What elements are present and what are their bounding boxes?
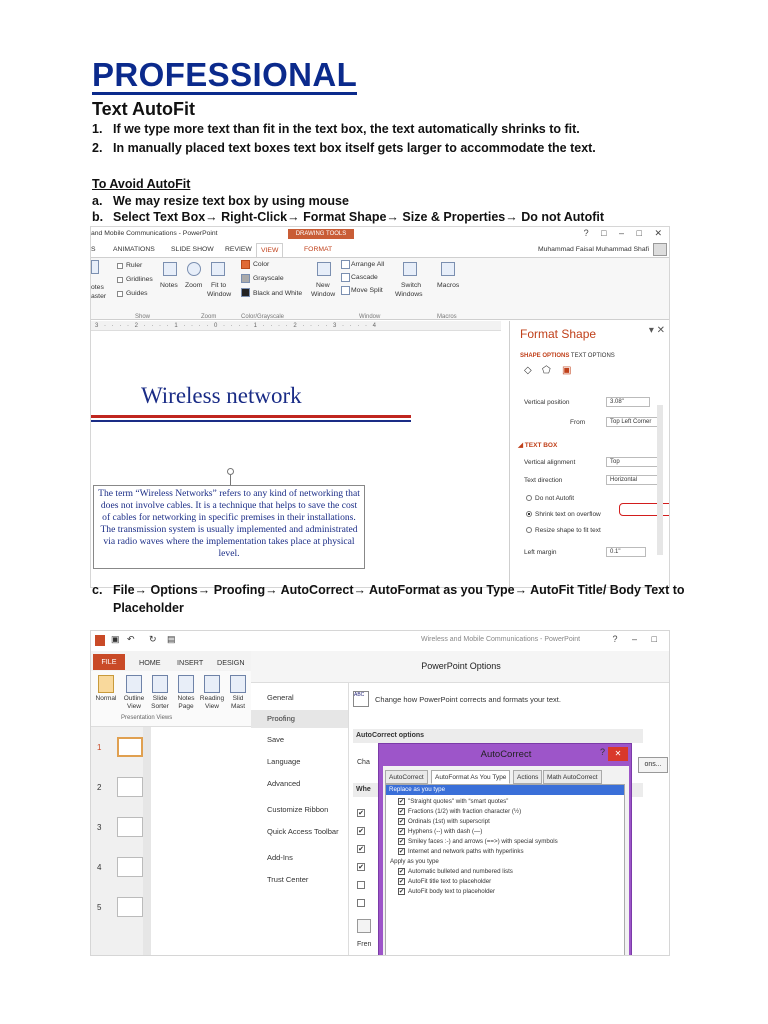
undo-icon[interactable]: ↶ <box>127 634 135 644</box>
resize-radio[interactable] <box>526 527 532 533</box>
pane-scrollbar[interactable] <box>657 405 663 555</box>
home-tab[interactable]: HOME <box>139 658 161 667</box>
avoid-a-text: We may resize text box by using mouse <box>113 194 349 208</box>
gridlines-checkbox[interactable] <box>117 277 123 283</box>
apply-option[interactable] <box>398 867 513 876</box>
autocorrect-options-section: AutoCorrect options <box>353 729 643 743</box>
reading-view-button[interactable] <box>199 675 225 711</box>
slide-thumb[interactable] <box>117 857 143 877</box>
window-controls[interactable]: ? □ – □ ✕ <box>583 228 667 238</box>
move-split-label: Move Split <box>351 287 383 294</box>
window-label: Window <box>207 291 232 298</box>
nav-add-ins[interactable]: Add-Ins <box>267 853 293 862</box>
tab-autoformat-as-you-type[interactable]: AutoFormat As You Type <box>431 770 510 784</box>
nav-customize-ribbon[interactable]: Customize Ribbon <box>267 805 329 814</box>
zoom-icon[interactable] <box>187 262 201 276</box>
autoformat-options <box>385 784 625 956</box>
slide-thumb[interactable] <box>117 777 143 797</box>
replace-header: Replace as you type <box>386 785 624 795</box>
close-button[interactable]: ✕ <box>608 747 628 761</box>
step-c-line2: Placeholder <box>113 601 184 615</box>
option-checkbox[interactable]: ✔ <box>358 846 364 853</box>
checked-icon[interactable]: ✔ <box>399 798 405 805</box>
left-margin-input[interactable]: 0.1" <box>606 547 646 557</box>
from-label: From <box>570 419 586 426</box>
guides-checkbox[interactable] <box>117 291 123 297</box>
outline-view-icon <box>126 675 142 693</box>
from-select[interactable]: Top Left Corner <box>606 417 662 427</box>
replace-option[interactable] <box>398 797 508 806</box>
replace-option[interactable] <box>398 837 558 846</box>
reading-label-2: View <box>205 703 219 710</box>
quick-access-bar <box>91 631 670 651</box>
redo-icon[interactable]: ↻ <box>149 634 157 644</box>
ppt-titlebar <box>91 227 670 242</box>
nav-save[interactable]: Save <box>267 735 285 744</box>
size-properties-icon[interactable]: ▣ <box>562 365 572 376</box>
insert-tab[interactable]: INSERT <box>177 658 204 667</box>
switch-windows-label: Windows <box>395 291 423 298</box>
checked-icon[interactable]: ✔ <box>399 828 405 835</box>
window-controls-2[interactable]: ? – □ <box>612 634 663 644</box>
option-checkbox[interactable]: ✔ <box>358 828 364 835</box>
new-label: New <box>316 282 330 289</box>
shrink-radio[interactable] <box>526 511 532 517</box>
replace-option[interactable] <box>398 847 524 856</box>
fit-label: Fit to <box>211 282 227 289</box>
slide-num: 4 <box>97 863 102 872</box>
arrange-all-icon[interactable] <box>341 260 350 269</box>
proofing-description: Change how PowerPoint corrects and formats your text. <box>375 695 561 704</box>
avatar[interactable] <box>653 243 667 256</box>
group-macros: Macros <box>437 314 457 320</box>
replace-option-label: Internet and network paths with hyperlinks <box>408 848 524 855</box>
abc-check-icon: ABC <box>353 691 369 707</box>
ruler-label: Ruler <box>126 262 143 269</box>
do-not-autofit-label: Do not Autofit <box>535 495 575 502</box>
macros-label: Macros <box>437 282 460 289</box>
group-window: Window <box>359 314 381 320</box>
macros-icon[interactable] <box>441 262 455 276</box>
point-1-num: 1. <box>92 122 103 136</box>
step-c-text: File→ Options→ Proofing→ AutoCorrect→ AutoFormat as you Type→ AutoFit Title/ Body Text to <box>113 583 685 597</box>
do-not-autofit-option[interactable] <box>526 495 574 502</box>
option-checkbox[interactable] <box>357 899 365 907</box>
page-heading: PROFESSIONAL <box>92 56 358 93</box>
file-tab[interactable]: FILE <box>93 654 125 670</box>
text-direction-select[interactable]: Horizontal <box>606 475 662 485</box>
color-label: Color <box>253 261 270 268</box>
powerpoint-options-screenshot <box>90 630 670 956</box>
replace-option-label: Ordinals (1st) with superscript <box>408 818 490 825</box>
help-icon[interactable]: ? <box>599 747 605 757</box>
vertical-position-label: Vertical position <box>524 399 570 406</box>
black-white-label: Black and White <box>253 290 303 297</box>
notes-master-aster: aster <box>91 293 107 300</box>
cascade-icon[interactable] <box>341 273 350 282</box>
horizontal-ruler: 3 · · · · 2 · · · · 1 · · · · 0 · · · · 1 · · · · 2 · · · · 3 · · · · 4 <box>91 321 501 331</box>
tab-animations[interactable]: ANIMATIONS <box>113 246 155 253</box>
outline-label-2: View <box>127 703 141 710</box>
group-show: Show <box>135 314 151 320</box>
nav-general[interactable]: General <box>267 693 294 702</box>
notes-icon[interactable] <box>163 262 177 276</box>
ribbon-tabs-2 <box>91 651 251 671</box>
apply-option-label: AutoFit body text to placeholder <box>408 888 496 895</box>
apply-option[interactable] <box>398 877 491 886</box>
rotate-handle-stem <box>230 475 231 485</box>
notes-label-1: Notes <box>177 695 195 702</box>
vertical-alignment-label: Vertical alignment <box>524 459 576 466</box>
fill-icon[interactable]: ◇ <box>524 365 532 376</box>
checked-icon[interactable]: ✔ <box>399 838 405 845</box>
shrink-option[interactable] <box>526 511 601 518</box>
change-label: Cha <box>357 759 370 766</box>
checked-icon[interactable]: ✔ <box>399 818 405 825</box>
move-split-icon[interactable] <box>341 286 350 295</box>
new-window-label: Window <box>311 291 336 298</box>
point-2-text: In manually placed text boxes text box itself gets larger to accommodate the text. <box>113 141 596 155</box>
checked-icon[interactable]: ✔ <box>399 878 405 885</box>
shrink-label: Shrink text on overflow <box>535 511 601 518</box>
vertical-alignment-select[interactable]: Top <box>606 457 662 467</box>
autocorrect-title: AutoCorrect <box>480 749 532 760</box>
avoid-a-num: a. <box>92 194 103 208</box>
avoid-title: To Avoid AutoFit <box>92 177 191 191</box>
slide-text-box[interactable]: The term “Wireless Networks” refers to any kind of networking that does not involve cables. It is a technique that helps to save the cost of cables for networking in specific premises in their installations. The transmission system is usually implemented and administrated via radio waves where the implementation takes place at physical level. <box>93 485 365 569</box>
tab-view[interactable]: VIEW <box>256 243 283 259</box>
nav-proofing[interactable]: Proofing <box>267 714 295 723</box>
slide-num: 5 <box>97 903 102 912</box>
tab-autocorrect[interactable]: AutoCorrect <box>385 770 428 784</box>
slide-thumb[interactable] <box>117 897 143 917</box>
rotate-handle[interactable] <box>227 468 234 475</box>
notes-label: Notes <box>160 282 178 289</box>
checked-icon[interactable]: ✔ <box>399 808 405 815</box>
left-margin-label: Left margin <box>524 549 557 556</box>
format-shape-tabs <box>520 353 615 359</box>
replace-option-label: Hyphens (--) with dash (—) <box>408 828 483 835</box>
slide-master-icon <box>230 675 246 693</box>
presentation-views-group: Presentation Views <box>121 715 173 721</box>
format-shape-pane <box>509 321 670 588</box>
nav-language[interactable]: Language <box>267 757 301 766</box>
point-1-text: If we type more text than fit in the text box, the text automatically shrinks to fit. <box>113 122 580 136</box>
avoid-b-text: Select Text Box→ Right-Click→ Format Shape→ Size & Properties→ Do not Autofit <box>113 210 605 224</box>
view-ribbon <box>91 258 670 320</box>
slide-thumbnails <box>91 727 151 956</box>
replace-option-label: "Straight quotes" with “smart quotes” <box>408 798 509 805</box>
black-white-icon[interactable] <box>241 288 250 297</box>
slide-thumb[interactable] <box>117 737 143 757</box>
ruler-checkbox[interactable] <box>117 263 123 269</box>
autocorrect-options-button[interactable]: ons... <box>638 757 668 773</box>
sorter-label-2: Sorter <box>151 703 169 710</box>
switch-label: Switch <box>401 282 422 289</box>
tab-actions[interactable]: Actions <box>513 770 542 784</box>
step-c-line1 <box>92 583 685 597</box>
design-tab[interactable]: DESIGN <box>217 658 245 667</box>
sorter-label-1: Slide <box>152 695 168 702</box>
shape-options-tab[interactable]: SHAPE OPTIONS <box>520 353 570 359</box>
section-subheading: Text AutoFit <box>92 99 195 119</box>
nav-advanced[interactable]: Advanced <box>267 779 301 788</box>
notes-page-button[interactable] <box>173 675 199 711</box>
french-label: Fren <box>357 941 372 948</box>
slide-num: 3 <box>97 823 102 832</box>
slide-thumb[interactable] <box>117 817 143 837</box>
thumbnail-scrollbar[interactable] <box>143 727 151 956</box>
notes-master-otes: otes <box>91 284 104 291</box>
nav-trust-center[interactable]: Trust Center <box>267 875 309 884</box>
slide-num: 1 <box>97 743 102 752</box>
checked-icon[interactable]: ✔ <box>399 888 405 895</box>
save-icon[interactable]: ▣ <box>111 634 120 644</box>
checked-icon[interactable]: ✔ <box>399 868 405 875</box>
step-c-num: c. <box>92 583 103 597</box>
powerpoint-logo-icon <box>95 635 105 646</box>
normal-view-label: Normal <box>95 695 117 702</box>
avoid-a <box>92 194 349 208</box>
when-correcting-section: Whe <box>353 783 643 797</box>
user-name: Muhammad Faisal Muhammad Shafi <box>537 246 649 253</box>
tab-review[interactable]: REVIEW <box>225 246 252 253</box>
grayscale-icon[interactable] <box>241 274 250 283</box>
point-1 <box>92 122 580 136</box>
ribbon-tabs <box>91 242 670 258</box>
tab-slide-show[interactable]: SLIDE SHOW <box>171 246 214 253</box>
nav-quick-access-toolbar[interactable]: Quick Access Toolbar <box>267 827 339 836</box>
outline-view-button[interactable] <box>121 675 147 711</box>
autocorrect-dialog <box>378 743 632 956</box>
master-label-2: Mast <box>230 703 246 710</box>
fit-to-window-icon[interactable] <box>211 262 225 276</box>
resize-option[interactable] <box>526 527 601 534</box>
normal-view-button[interactable] <box>93 675 119 703</box>
cascade-label: Cascade <box>351 274 378 281</box>
notes-label-2: Page <box>178 703 194 710</box>
format-shape-screenshot <box>90 226 670 588</box>
zoom-label: Zoom <box>185 282 203 289</box>
color-icon[interactable] <box>241 260 250 269</box>
slide-title[interactable]: Wireless network <box>141 383 302 408</box>
apply-option[interactable] <box>398 887 495 896</box>
apply-option-label: AutoFit title text to placeholder <box>408 878 492 885</box>
slide-num: 2 <box>97 783 102 792</box>
text-box-section[interactable]: ◢ TEXT BOX <box>518 442 558 449</box>
avoid-b-num: b. <box>92 210 104 224</box>
master-label-1: Slid <box>232 695 244 702</box>
nav-proofing-selected <box>251 710 348 728</box>
gridlines-label: Gridlines <box>126 276 153 283</box>
tab-math-autocorrect[interactable]: Math AutoCorrect <box>543 770 602 784</box>
group-zoom: Zoom <box>201 314 217 320</box>
vertical-position-input[interactable]: 3.08" <box>606 397 650 407</box>
avoid-b <box>92 210 604 224</box>
new-window-icon[interactable] <box>317 262 331 276</box>
slide-master-button[interactable] <box>225 675 251 711</box>
text-options-tab[interactable]: TEXT OPTIONS <box>570 353 615 359</box>
group-color: Color/Grayscale <box>241 314 285 320</box>
replace-option-label: Smiley faces :-) and arrows (==>) with special symbols <box>408 838 558 845</box>
reading-view-icon <box>204 675 220 693</box>
option-checkbox[interactable]: ✔ <box>358 810 364 817</box>
tab-format[interactable]: FORMAT <box>304 246 333 253</box>
apply-option-label: Automatic bulleted and numbered lists <box>408 868 513 875</box>
replace-option-label: Fractions (1/2) with fraction character (½) <box>408 808 522 815</box>
slide-sorter-button[interactable] <box>147 675 173 711</box>
guides-label: Guides <box>126 290 148 297</box>
tab-s[interactable]: S <box>91 246 96 253</box>
option-checkbox[interactable]: ✔ <box>358 864 364 871</box>
format-shape-title: Format Shape <box>520 327 597 341</box>
reading-label-1: Reading <box>199 695 225 702</box>
slide-sorter-icon <box>152 675 168 693</box>
resize-label: Resize shape to fit text <box>535 527 601 534</box>
replace-option[interactable] <box>398 827 482 836</box>
ppt-window-title: and Mobile Communications - PowerPoint <box>91 230 218 237</box>
grayscale-label: Grayscale <box>253 275 284 282</box>
arrange-all-label: Arrange All <box>351 261 385 268</box>
autocorrect-body <box>383 766 629 956</box>
notes-master-icon[interactable] <box>91 260 99 274</box>
replace-option[interactable] <box>398 807 521 816</box>
notes-page-icon <box>178 675 194 693</box>
checked-icon[interactable]: ✔ <box>399 848 405 855</box>
point-2 <box>92 141 596 155</box>
start-from-beginning-icon[interactable]: ▤ <box>167 634 176 644</box>
normal-view-icon <box>98 675 114 693</box>
switch-windows-icon[interactable] <box>403 262 417 276</box>
point-2-num: 2. <box>92 141 103 155</box>
effects-icon[interactable]: ⬠ <box>542 365 551 376</box>
replace-option[interactable] <box>398 817 490 826</box>
app-window-title: Wireless and Mobile Communications - PowerPoint <box>421 636 581 643</box>
outline-label-1: Outline <box>123 695 145 702</box>
text-direction-label: Text direction <box>524 477 563 484</box>
options-nav <box>251 683 349 956</box>
option-checkbox[interactable] <box>357 881 365 889</box>
apply-header: Apply as you type <box>390 858 439 865</box>
do-not-autofit-radio[interactable] <box>526 495 532 501</box>
options-dialog-title: PowerPoint Options <box>251 651 670 683</box>
slide-red-rule <box>91 415 411 418</box>
slide-blue-rule <box>91 420 411 422</box>
close-icon[interactable]: ▾ ✕ <box>648 325 665 336</box>
recheck-button[interactable] <box>357 919 371 933</box>
drawing-tools-label: DRAWING TOOLS <box>288 229 354 239</box>
